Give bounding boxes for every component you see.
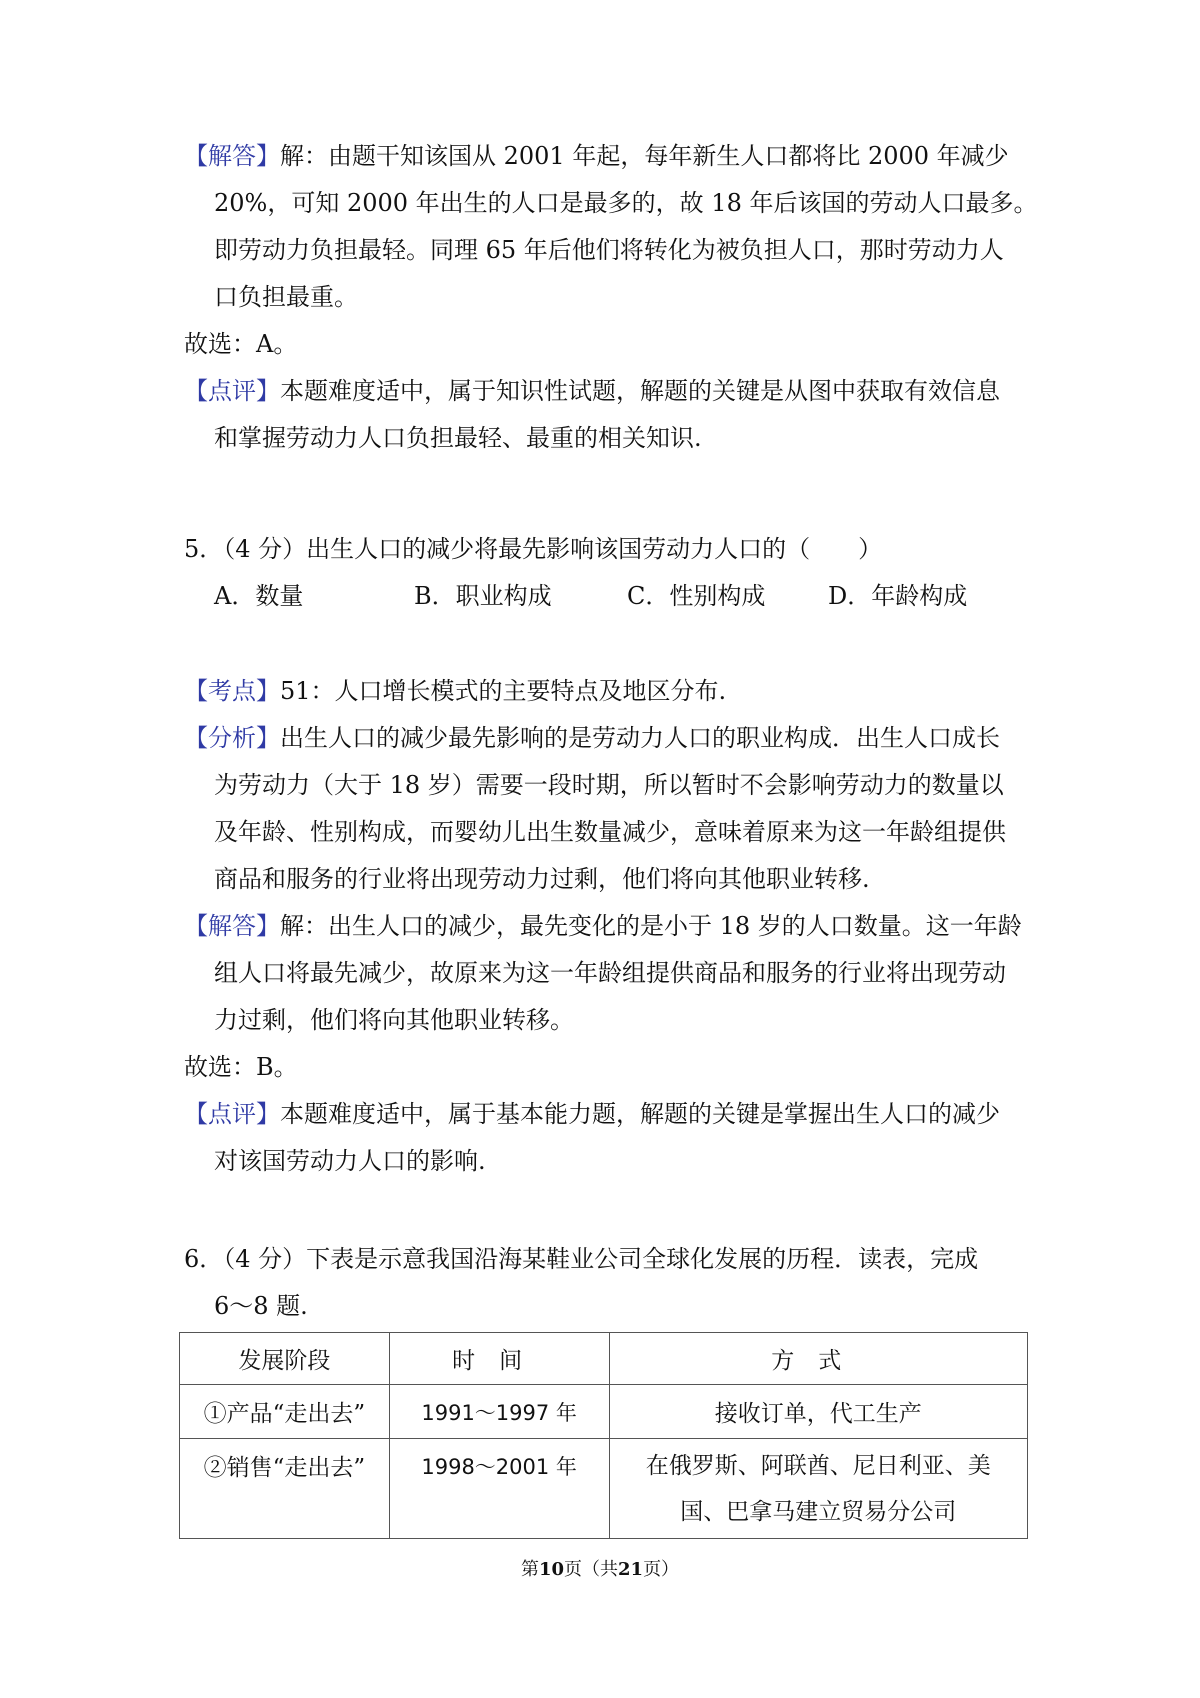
q4-comment-text-1: 本题难度适中，属于知识性试题，解题的关键是从图中获取有效信息 — [280, 377, 1000, 405]
q6-stem-line-1: 6．（4 分）下表是示意我国沿海某鞋业公司全球化发展的历程．读表，完成 — [184, 1245, 979, 1273]
q5-option-b: B．职业构成 — [414, 582, 552, 610]
q5-option-a: A．数量 — [214, 582, 304, 610]
row2-method-line-2: 国、巴拿马建立贸易分公司 — [680, 1498, 957, 1525]
q5-kaodian-tag: 【考点】 — [184, 677, 280, 705]
q5-answer-line-1 — [184, 910, 1034, 942]
q4-answer-line-3: 即劳动力负担最轻。同理 65 年后他们将转化为被负担人口，那时劳动力人 — [214, 236, 1004, 264]
q5-option-d: D．年龄构成 — [828, 582, 968, 610]
q5-analysis-line-1 — [184, 722, 1034, 754]
footer-prefix: 第 — [520, 1559, 539, 1580]
footer-total-pages: 21 — [618, 1559, 644, 1580]
q5-analysis-text-1: 出生人口的减少最先影响的是劳动力人口的职业构成．出生人口成长 — [280, 724, 1000, 752]
q4-comment-tag: 【点评】 — [184, 377, 280, 405]
q5-option-c: C．性别构成 — [627, 582, 766, 610]
row2-method-line-1: 在俄罗斯、阿联酋、尼日利亚、美 — [645, 1452, 991, 1479]
row1-stage: ①产品“走出去” — [180, 1385, 390, 1439]
q5-stem: 5．（4 分）出生人口的减少将最先影响该国劳动力人口的（ ） — [184, 535, 883, 563]
q5-comment-line-2: 对该国劳动力人口的影响. — [214, 1147, 486, 1175]
q4-comment-line-2: 和掌握劳动力人口负担最轻、最重的相关知识. — [214, 424, 702, 452]
table-row — [180, 1385, 1028, 1439]
q5-answer-text-1: 解：出生人口的减少，最先变化的是小于 18 岁的人口数量。这一年龄 — [280, 912, 1022, 940]
q4-comment-line-1 — [184, 375, 1034, 407]
q5-kaodian-text: 51：人口增长模式的主要特点及地区分布. — [280, 677, 727, 705]
development-stages-table — [179, 1332, 1028, 1539]
q5-answer-line-2: 组人口将最先减少，故原来为这一年龄组提供商品和服务的行业将出现劳动 — [214, 959, 1006, 987]
footer-mid: 页（共 — [564, 1559, 618, 1580]
q5-comment-tag: 【点评】 — [184, 1100, 280, 1128]
row2-time: 1998～2001 年 — [389, 1439, 609, 1539]
row2-method-wrap — [646, 1443, 991, 1535]
page-footer — [0, 1558, 1200, 1582]
row2-method — [609, 1439, 1027, 1539]
q5-analysis-tag: 【分析】 — [184, 724, 280, 752]
q4-answer-line-2: 20%，可知 2000 年出生的人口是最多的，故 18 年后该国的劳动人口最多。 — [214, 189, 1038, 217]
q4-answer-line-1 — [184, 140, 1034, 172]
header-stage: 发展阶段 — [180, 1333, 390, 1385]
footer-page-number: 10 — [538, 1559, 564, 1580]
table-header-row — [180, 1333, 1028, 1385]
q5-analysis-line-4: 商品和服务的行业将出现劳动力过剩，他们将向其他职业转移. — [214, 865, 870, 893]
q5-answer-line-3: 力过剩，他们将向其他职业转移。 — [214, 1006, 574, 1034]
q5-comment-line-1 — [184, 1098, 1034, 1130]
q4-choice: 故选：A。 — [184, 330, 298, 358]
q5-comment-text-1: 本题难度适中，属于基本能力题，解题的关键是掌握出生人口的减少 — [280, 1100, 1000, 1128]
q4-answer-tag: 【解答】 — [184, 142, 280, 170]
row1-time: 1991～1997 年 — [389, 1385, 609, 1439]
q5-analysis-line-2: 为劳动力（大于 18 岁）需要一段时期，所以暂时不会影响劳动力的数量以 — [214, 771, 1004, 799]
q4-answer-text-1: 解：由题干知该国从 2001 年起，每年新生人口都将比 2000 年减少 — [280, 142, 1009, 170]
q6-stem-line-2: 6～8 题. — [214, 1292, 308, 1320]
q5-kaodian — [184, 675, 1034, 707]
row2-stage: ②销售“走出去” — [180, 1439, 390, 1539]
q5-answer-tag: 【解答】 — [184, 912, 280, 940]
q5-choice: 故选：B。 — [184, 1053, 298, 1081]
q4-answer-line-4: 口负担最重。 — [214, 283, 358, 311]
row1-method: 接收订单，代工生产 — [609, 1385, 1027, 1439]
q5-analysis-line-3: 及年龄、性别构成，而婴幼儿出生数量减少，意味着原来为这一年龄组提供 — [214, 818, 1006, 846]
header-method: 方式 — [609, 1333, 1027, 1385]
header-time: 时间 — [389, 1333, 609, 1385]
table-row — [180, 1439, 1028, 1539]
footer-suffix: 页） — [643, 1559, 680, 1580]
